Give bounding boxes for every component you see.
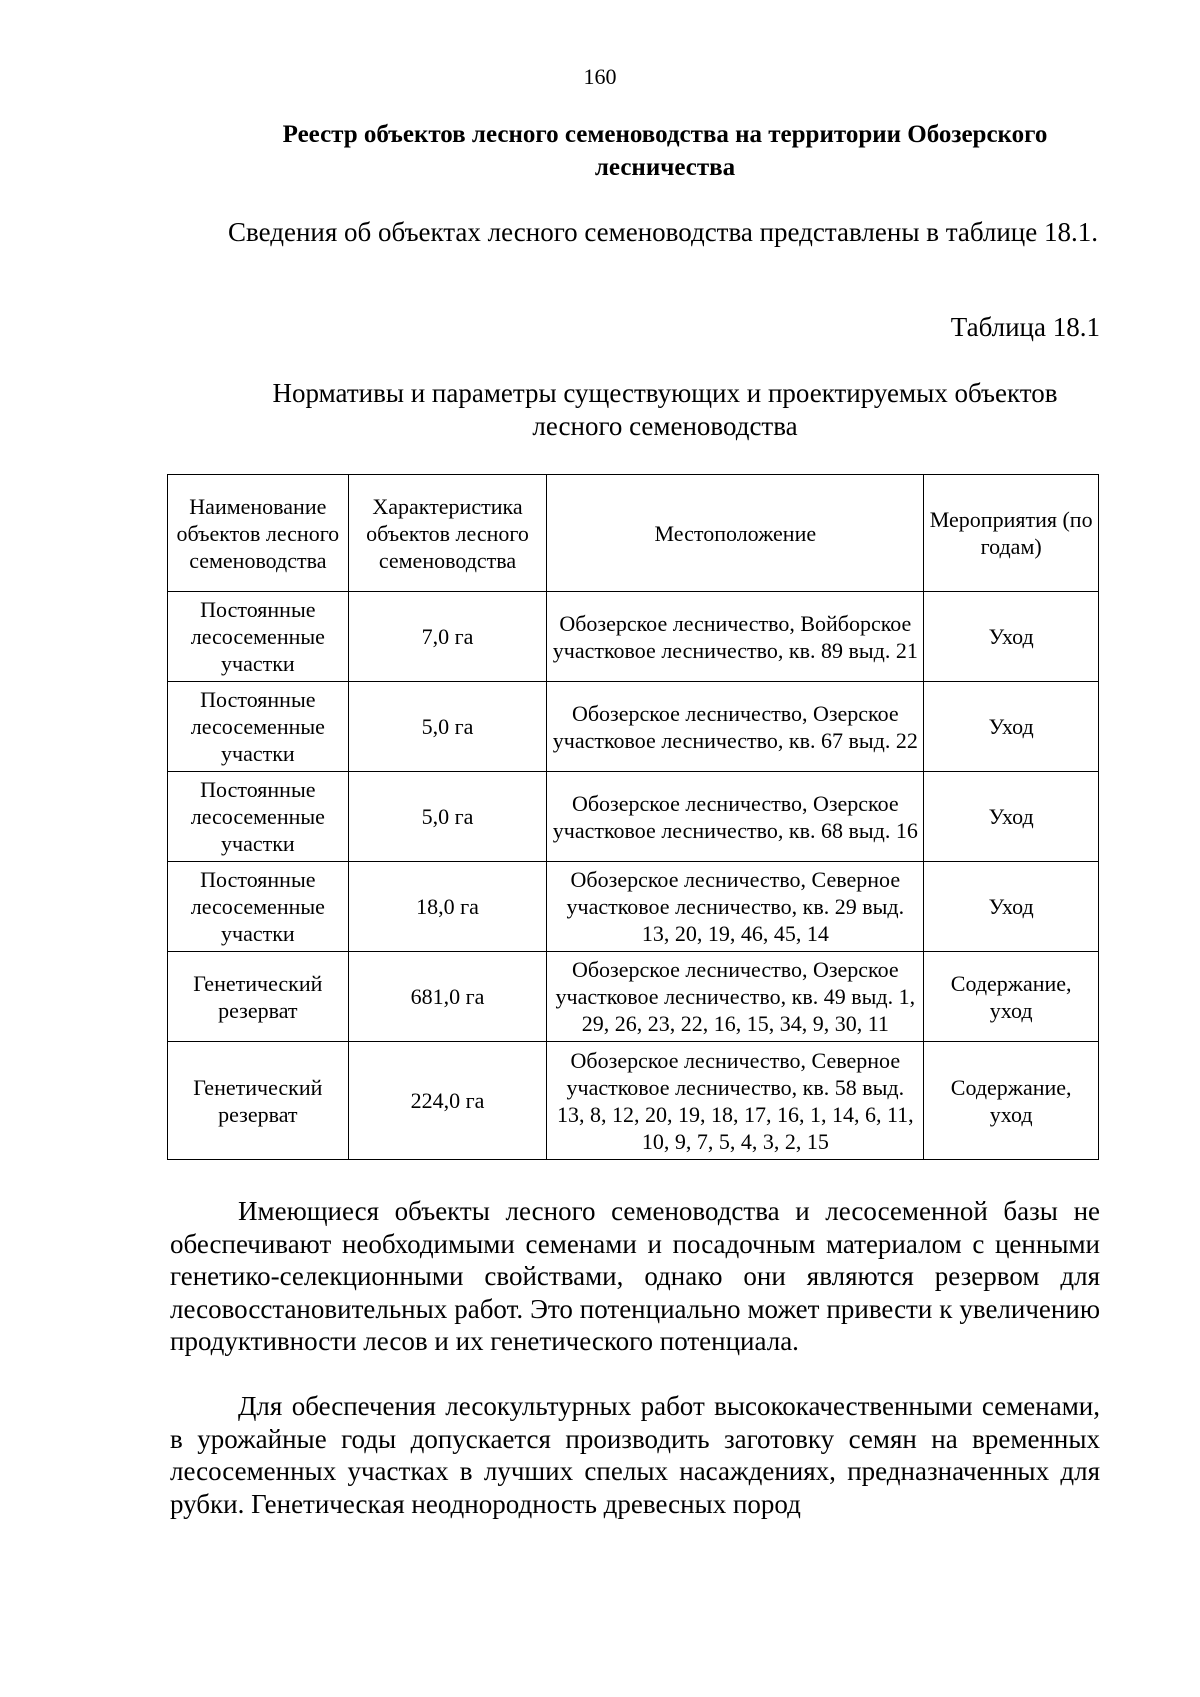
cell-area: 5,0 га	[348, 682, 547, 772]
page-number: 160	[583, 64, 617, 89]
cell-location: Обозерское лесничество, Войборское участковое лесничество, кв. 89 выд. 21	[547, 592, 924, 682]
cell-activity: Содержание, уход	[924, 1042, 1099, 1160]
table-label: Таблица 18.1	[950, 312, 1100, 342]
header-location: Местоположение	[547, 475, 924, 592]
header-characteristic: Характеристика объектов лесного семеноводства	[348, 475, 547, 592]
table-row	[168, 952, 1099, 1042]
intro-paragraph: Сведения об объектах лесного семеноводства представлены в таблице 18.1.	[228, 217, 1098, 247]
cell-object-name: Постоянные лесосеменные участки	[168, 592, 349, 682]
cell-object-name: Генетический резерват	[168, 1042, 349, 1160]
header-activities: Мероприятия (по годам)	[924, 475, 1099, 592]
cell-activity: Уход	[924, 682, 1099, 772]
table-row	[168, 682, 1099, 772]
header-object-name: Наименование объектов лесного семеноводства	[168, 475, 349, 592]
table-row	[168, 772, 1099, 862]
cell-area: 224,0 га	[348, 1042, 547, 1160]
cell-object-name: Постоянные лесосеменные участки	[168, 862, 349, 952]
cell-activity: Уход	[924, 592, 1099, 682]
cell-location: Обозерское лесничество, Северное участковое лесничество, кв. 29 выд. 13, 20, 19, 46, 45, 14	[547, 862, 924, 952]
cell-area: 7,0 га	[348, 592, 547, 682]
table-row	[168, 592, 1099, 682]
cell-area: 18,0 га	[348, 862, 547, 952]
cell-area: 5,0 га	[348, 772, 547, 862]
table-caption: Нормативы и параметры существующих и проектируемых объектов лесного семеноводства	[272, 378, 1058, 441]
cell-object-name: Генетический резерват	[168, 952, 349, 1042]
cell-activity: Уход	[924, 862, 1099, 952]
seed-objects-table	[167, 474, 1099, 1160]
cell-object-name: Постоянные лесосеменные участки	[168, 772, 349, 862]
table-row	[168, 862, 1099, 952]
cell-activity: Уход	[924, 772, 1099, 862]
cell-location: Обозерское лесничество, Озерское участковое лесничество, кв. 67 выд. 22	[547, 682, 924, 772]
table-header-row	[168, 475, 1099, 592]
cell-location: Обозерское лесничество, Северное участковое лесничество, кв. 58 выд. 13, 8, 12, 20, 19, 18, 17, 16, 1, 14, 6, 11, 10, 9, 7, 5, 4, 3, 2, 15	[547, 1042, 924, 1160]
section-title: Реестр объектов лесного семеноводства на территории Обозерского лесничества	[282, 121, 1048, 181]
table-row	[168, 1042, 1099, 1160]
cell-object-name: Постоянные лесосеменные участки	[168, 682, 349, 772]
cell-area: 681,0 га	[348, 952, 547, 1042]
cell-location: Обозерское лесничество, Озерское участковое лесничество, кв. 49 выд. 1, 29, 26, 23, 22, 16, 15, 34, 9, 30, 11	[547, 952, 924, 1042]
body-paragraph: Для обеспечения лесокультурных работ высококачественными семенами, в урожайные годы допускается производить заготовку семян на временных лесосеменных участках в лучших спелых насаждениях, предназначенных для рубки. Генетическая неоднородность древесных пород	[170, 1391, 1100, 1519]
cell-activity: Содержание, уход	[924, 952, 1099, 1042]
cell-location: Обозерское лесничество, Озерское участковое лесничество, кв. 68 выд. 16	[547, 772, 924, 862]
body-paragraph: Имеющиеся объекты лесного семеноводства и лесосеменной базы не обеспечивают необходимыми семенами и посадочным материалом с ценными генетико-селекционными свойствами, однако они являются резервом для лесовосстановительных работ. Это потенциально может привести к увеличению продуктивности лесов и их генетического потенциала.	[170, 1196, 1100, 1356]
